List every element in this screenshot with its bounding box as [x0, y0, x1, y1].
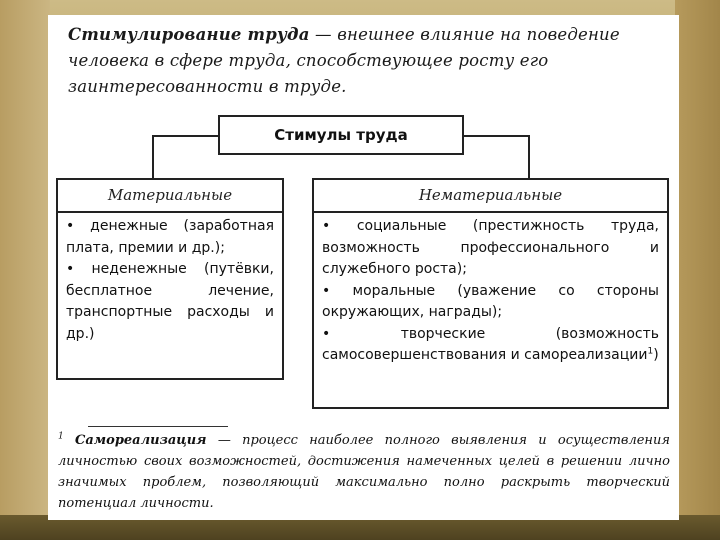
footnote-divider — [88, 426, 228, 427]
nonmaterial-item-2-tail: ) — [653, 347, 659, 363]
connector-right-horizontal — [464, 135, 530, 137]
connector-left-horizontal — [152, 135, 218, 137]
footnote-term: Самореализация — [75, 433, 207, 448]
connector-left-vertical — [152, 135, 154, 180]
diagram-title-box — [218, 115, 464, 155]
background-right — [675, 0, 720, 540]
footnote — [58, 430, 670, 514]
diagram-title: Стимулы труда — [274, 126, 408, 144]
background-left — [0, 0, 50, 540]
footnote-reference: 1 — [647, 346, 654, 357]
footnote-text: — процесс наиболее полного выявления и осуществления личностью своих возможностей, достижения намеченных целей в решении лично значимых проблем, позволяющий максимально полно раскрыть творческий потенциал личности. — [58, 433, 670, 511]
intro-paragraph — [68, 22, 668, 100]
nonmaterial-heading: Нематериальные — [418, 186, 563, 204]
nonmaterial-item-2-text: творческие (возможность самосовершенствования и самореализации — [322, 325, 659, 363]
nonmaterial-heading-box — [312, 178, 669, 211]
intro-term: Стимулирование труда — [68, 25, 310, 44]
connector-right-vertical — [528, 135, 530, 180]
document-sheet — [48, 15, 679, 520]
nonmaterial-item-0: • социальные (престижность труда, возможность профессионального и служебного роста); — [322, 216, 659, 281]
material-heading-box — [56, 178, 284, 211]
footnote-marker: 1 — [58, 431, 64, 442]
nonmaterial-list — [312, 211, 669, 409]
material-item-0: • денежные (заработная плата, премии и др.); — [66, 216, 274, 259]
nonmaterial-item-2 — [322, 324, 659, 367]
material-list — [56, 211, 284, 380]
material-heading: Материальные — [107, 186, 233, 204]
intro-definition: — внешнее влияние на поведение человека в сфере труда, способствующее росту его заинтересованности в труде. — [68, 25, 620, 96]
nonmaterial-item-1: • моральные (уважение со стороны окружающих, награды); — [322, 281, 659, 324]
material-item-1: • неденежные (путёвки, бесплатное лечение, транспортные расходы и др.) — [66, 259, 274, 345]
